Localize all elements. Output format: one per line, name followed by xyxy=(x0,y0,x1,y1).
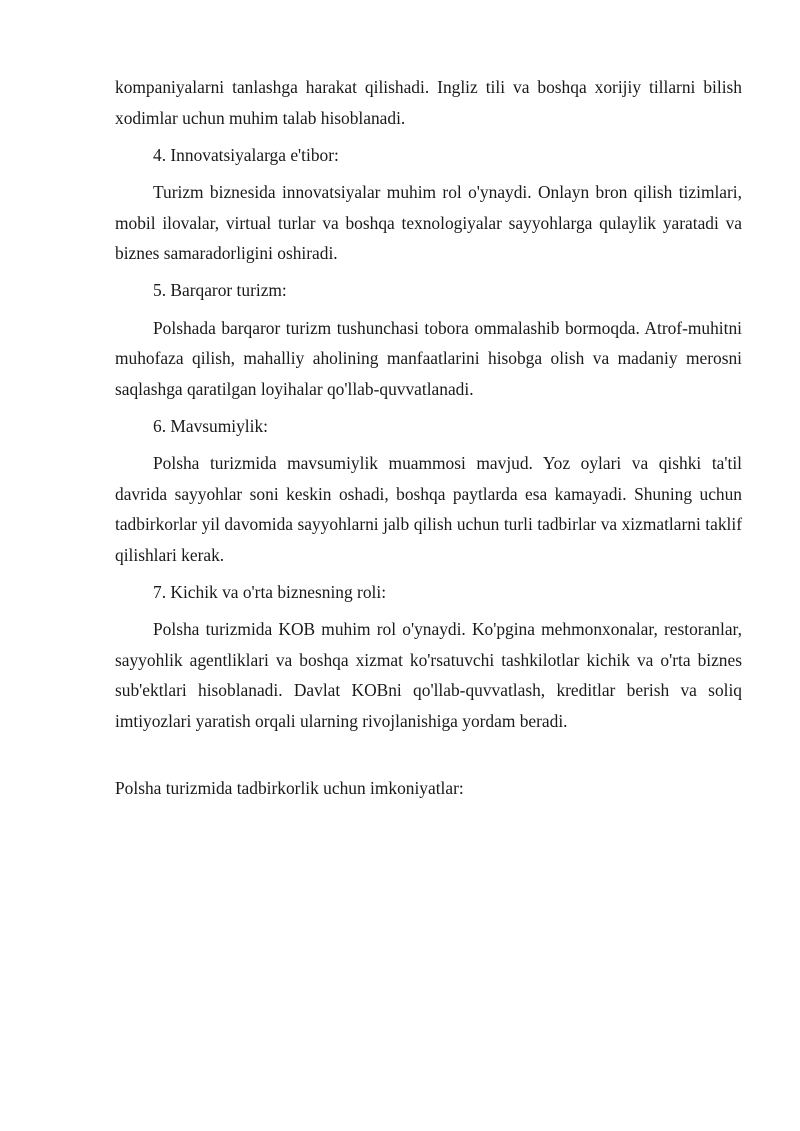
section-heading-sustainable-tourism: 5. Barqaror turizm: xyxy=(153,280,287,301)
paragraph-continuation: kompaniyalarni tanlashga harakat qilishadi. Ingliz tili va boshqa xorijiy tillarni bilish xodimlar uchun muhim talab hisoblanadi. xyxy=(115,77,742,128)
section-heading-innovations: 4. Innovatsiyalarga e'tibor: xyxy=(153,144,339,165)
document-body xyxy=(115,72,742,810)
paragraph-gap xyxy=(115,743,742,773)
section-heading-sme-role: 7. Kichik va o'rta biznesning roli: xyxy=(153,582,387,603)
paragraph-sme-role: Polsha turizmida KOB muhim rol o'ynaydi. Ko'pgina mehmonxonalar, restoranlar, sayyohlik agentliklari va boshqa xizmat ko'rsatuvchi tashkilotlar kichik va o'rta biznes sub'ektlari hisoblanadi. Davlat KOBni qo'llab-quvvatlash, kreditlar berish va soliq imtiyozlari yaratish orqali ularning rivojlanishiga yordam beradi. xyxy=(115,619,742,731)
paragraph-sustainable-tourism: Polshada barqaror turizm tushunchasi tobora ommalashib bormoqda. Atrof-muhitni muhofaza qilish, mahalliy aholining manfaatlarini hisobga olish va madaniy merosni saqlashga qaratilgan loyihalar qo'llab-quvvatlanadi. xyxy=(115,317,742,399)
paragraph-innovations: Turizm biznesida innovatsiyalar muhim rol o'ynaydi. Onlayn bron qilish tizimlari, mobil ilovalar, virtual turlar va boshqa texnologiyalar sayyohlarga qulaylik yaratadi va biznes samaradorligini oshiradi. xyxy=(115,182,742,264)
section-heading-opportunities: Polsha turizmida tadbirkorlik uchun imkoniyatlar: xyxy=(115,778,464,799)
section-heading-seasonality: 6. Mavsumiylik: xyxy=(153,415,268,436)
paragraph-seasonality: Polsha turizmida mavsumiylik muammosi mavjud. Yoz oylari va qishki ta'til davrida sayyohlar soni keskin oshadi, boshqa paytlarda esa kamayadi. Shuning uchun tadbirkorlar yil davomida sayyohlarni jalb qilish uchun turli tadbirlar va xizmatlarni taklif qilishlari kerak. xyxy=(115,453,742,565)
